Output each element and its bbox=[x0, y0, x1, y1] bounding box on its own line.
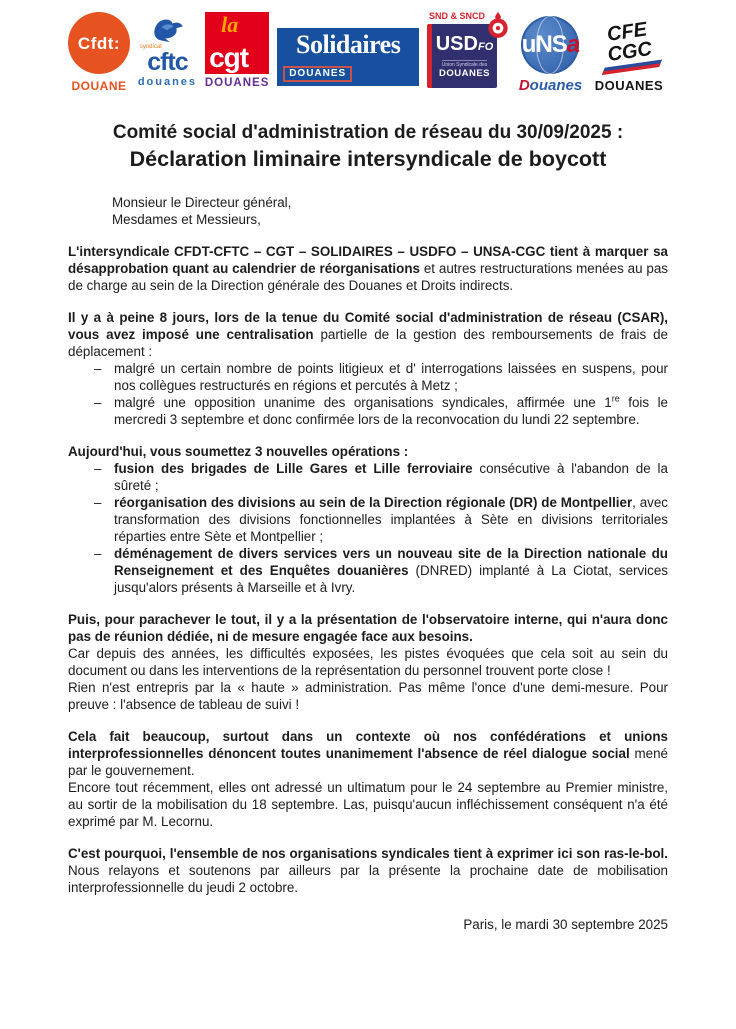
usdfo-wordmark: USD bbox=[435, 32, 478, 55]
unsa-logo bbox=[519, 16, 582, 93]
title-line-2: Déclaration liminaire intersyndicale de boycott bbox=[129, 147, 607, 171]
list-item: – malgré un certain nombre de points litigieux et d' interrogations laissées en suspens, pour nos collègues restructurés en régions et percutés à Metz ; bbox=[94, 361, 668, 393]
cftc-logo bbox=[138, 18, 197, 88]
cgt-red-square-icon bbox=[205, 12, 269, 74]
solidaires-douanes-label: DOUANES bbox=[283, 66, 352, 82]
cfecgc-douanes-label: DOUANES bbox=[594, 78, 664, 93]
dateline: Paris, le mardi 30 septembre 2025 bbox=[463, 917, 668, 932]
paragraph-observatoire: Puis, pour parachever le tout, il y a la présentation de l'observatoire interne, qui n'aura donc pas de réunion dédiée, ni de mesure engagée face aux besoins. bbox=[68, 612, 668, 644]
usdfo-union-syndicale-label: Union Syndicale des bbox=[441, 61, 488, 68]
paragraph-difficultes: Car depuis des années, les difficultés exposées, les pistes évoquées que cela soit au sein du document ou dans les interventions de la représentation du personnel trouvent porte close ! bbox=[68, 646, 668, 678]
cgt-la-script: la bbox=[221, 12, 239, 37]
bullet-dash: – bbox=[94, 361, 102, 376]
document-title bbox=[68, 122, 668, 172]
unsa-globe-icon bbox=[521, 16, 579, 74]
cgt-logo bbox=[205, 12, 270, 90]
salutation-line-2: Mesdames et Messieurs, bbox=[112, 212, 261, 227]
cfdt-wordmark: Cfdt: bbox=[77, 33, 121, 53]
unsa-douanes-rest: ouanes bbox=[529, 77, 583, 94]
cgc-wordmark: CGC bbox=[606, 37, 654, 66]
title-line-1: Comité social d'administration de réseau du 30/09/2025 : bbox=[112, 122, 624, 143]
unsa-douanes-d: D bbox=[518, 77, 530, 94]
paragraph-ras-le-bol: C'est pourquoi, l'ensemble de nos organisations syndicales tient à exprimer ici son ras-le-bol. Nous relayons et soutenons par ailleurs par la présente la prochaine date de mobilisation interprofessionnelle du jeudi 2 octobre. bbox=[68, 846, 668, 895]
cfdt-logo bbox=[68, 12, 130, 92]
list-item: – malgré une opposition unanime des organisations syndicales, affirmée une 1re fois le mercredi 3 septembre et donc confirmée lors de la reconvocation du lundi 22 septembre. bbox=[94, 393, 669, 427]
cfe-wordmark: CFE bbox=[605, 18, 649, 46]
usdfo-logo bbox=[427, 12, 511, 88]
list-item: – déménagement de divers services vers un nouveau site de la Direction nationale du Renseignement et des Enquêtes douanières (DNRED) implanté à La Ciotat, services jusqu'alors présents à Marseille et à Ivry. bbox=[94, 546, 668, 595]
cfdt-circle-icon bbox=[68, 12, 130, 74]
cfecgc-logo bbox=[590, 18, 668, 93]
paragraph-operations: Aujourd'hui, vous soumettez 3 nouvelles opérations : bbox=[68, 444, 409, 459]
bullet-dash: – bbox=[94, 395, 102, 410]
cftc-douanes-label: douanes bbox=[137, 76, 198, 88]
paragraph-csar: Il y a à peine 8 jours, lors de la tenue du Comité social d'administration de réseau (CSAR), vous avez imposé une centralisation partielle de la gestion des remboursements de frais de déplacement : bbox=[68, 310, 668, 359]
usdfo-douanes-label: DOUANES bbox=[438, 67, 490, 79]
solidaires-box-icon bbox=[277, 28, 419, 86]
paragraph-intersyndicale: L'intersyndicale CFDT-CFTC – CGT – SOLIDAIRES – USDFO – UNSA-CGC tient à marquer sa désapprobation quant au calendrier de réorganisations et autres restructurations menées au pas de charge au sein de la Direction générale des Douanes et Droits indirects. bbox=[68, 244, 668, 293]
cfdt-douane-label: DOUANE bbox=[71, 79, 127, 93]
list-item: – réorganisation des divisions au sein de la Direction régionale (DR) de Montpellier, avec transformation des divisions fonctionnelles implantées à Sète en divisions territoriales réparties entre Sète et Montpellier ; bbox=[94, 495, 668, 544]
salutation bbox=[112, 194, 668, 228]
cftc-dove-icon bbox=[148, 18, 186, 44]
document-body bbox=[68, 194, 668, 933]
cftc-syndicat-label: syndicat bbox=[139, 44, 162, 50]
solidaires-wordmark: Solidaires bbox=[296, 30, 401, 59]
bullet-dash: – bbox=[94, 495, 102, 510]
fo-wordmark: FO bbox=[477, 40, 494, 53]
salutation-line-1: Monsieur le Directeur général, bbox=[112, 195, 292, 210]
ordinal-superscript: re bbox=[611, 393, 620, 404]
paragraph-contexte: Cela fait beaucoup, surtout dans un contexte où nos confédérations et unions interprofessionnelles dénoncent toutes unanimement l'absence de réel dialogue social mené par le gouvernement. bbox=[68, 729, 668, 778]
list-item: – fusion des brigades de Lille Gares et Lille ferroviaire consécutive à l'abandon de la sûreté ; bbox=[94, 461, 668, 493]
bullet-dash: – bbox=[94, 461, 102, 476]
unsa-a-letter: a bbox=[566, 31, 580, 58]
bullet-dash: – bbox=[94, 546, 102, 561]
csar-bullet-list bbox=[68, 360, 668, 428]
operations-bullet-list bbox=[68, 460, 668, 596]
unsa-wordmark: uNS bbox=[521, 31, 567, 58]
union-logos-header bbox=[68, 12, 668, 108]
fo-flame-icon bbox=[485, 12, 511, 40]
cgt-douanes-label: DOUANES bbox=[204, 77, 270, 89]
usdfo-snd-sncd-label: SND & SNCD bbox=[429, 11, 486, 21]
cgt-wordmark: cgt bbox=[209, 42, 249, 73]
paragraph-ultimatum: Encore tout récemment, elles ont adressé un ultimatum pour le 24 septembre au Premier ministre, au sortir de la mobilisation du 18 septembre. Las, puisqu'aucun infléchissement conséquent n'a été exprimé par M. Lecornu. bbox=[68, 780, 668, 829]
cftc-wordmark: cftc bbox=[147, 48, 188, 76]
solidaires-logo bbox=[277, 28, 419, 86]
paragraph-demi-mesure: Rien n'est entrepris par la « haute » administration. Pas même l'once d'une demi-mesure. Pour preuve : l'absence de tableau de suivi ! bbox=[68, 680, 668, 712]
